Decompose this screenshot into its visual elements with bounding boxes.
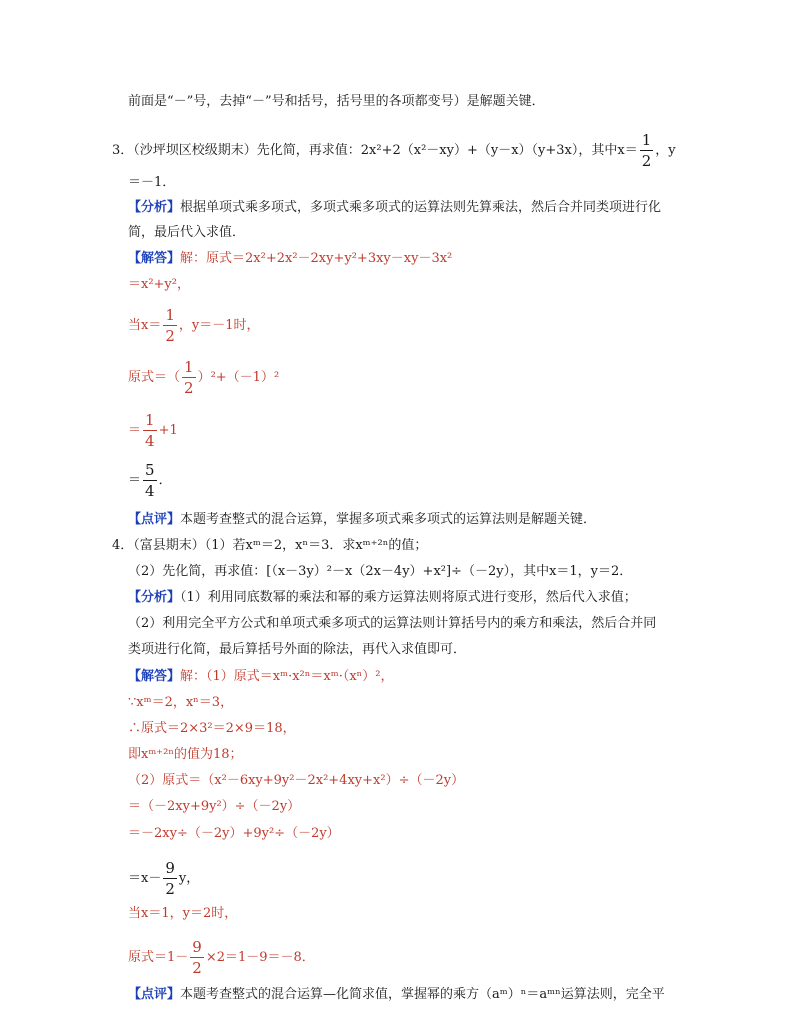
problem-4-answer-line: 原式＝1－ $\frac{9}{2}$ ×2＝1－9＝－8． [128, 938, 315, 977]
fraction: $\frac{9}{2}$ [165, 859, 175, 898]
problem-4-answer-line: ＝x－ $\frac{9}{2}$ y， [128, 859, 200, 898]
problem-4-answer-line: ＝（－2xy+9y²）÷（－2y） [128, 799, 301, 814]
problem-4-answer-line: 当x＝1，y＝2时， [128, 906, 238, 921]
problem-3-question: 3．（沙坪坝区校级期末）先化简，再求值：2x²+2（x²－xy）+（y－x）（y+3x），其中x＝ $\frac{1}{2}$ ，y [112, 131, 676, 170]
problem-3-question-cont: ＝－1． [128, 175, 176, 190]
answer-tag: 【解答】 [128, 669, 181, 684]
problem-4-answer-line: 即xᵐ⁺²ⁿ的值为18； [128, 747, 243, 762]
comment-tag: 【点评】 [128, 987, 181, 1002]
fraction: $\frac{9}{2}$ [192, 938, 202, 977]
problem-3-answer-line: ＝x²+y²， [128, 277, 190, 292]
fraction: $\frac{1}{2}$ [184, 358, 194, 397]
problem-4-analysis: 【分析】（1）利用同底数幂的乘法和幂的乘方运算法则将原式进行变形，然后代入求值； [128, 590, 637, 605]
problem-3-answer-line: 原式＝（ $\frac{1}{2}$ ）²+（－1）² [128, 358, 280, 397]
problem-4-answer-line: 【解答】解：（1）原式＝xᵐ·x²ⁿ＝xᵐ·（xⁿ）²， [128, 669, 394, 684]
problem-4-question-cont: （2）先化简，再求值：[（x－3y）²－x（2x－4y）+x²]÷（－2y），其中x＝1，y＝2． [128, 564, 633, 579]
problem-4-answer-line: ∵xᵐ＝2，xⁿ＝3， [128, 695, 234, 710]
comment-tag: 【点评】 [128, 512, 181, 527]
problem-4-analysis-cont: 类项进行化简，最后算括号外面的除法，再代入求值即可． [128, 642, 467, 657]
analysis-tag: 【分析】 [128, 590, 181, 605]
fraction: $\frac{1}{2}$ [641, 131, 652, 170]
fraction: $\frac{1}{2}$ [165, 306, 175, 345]
problem-4-question: 4．（富县期末）（1）若xᵐ＝2，xⁿ＝3．求xᵐ⁺²ⁿ的值； [112, 538, 428, 553]
problem-4-answer-line: ＝－2xy÷（－2y）+9y²÷（－2y） [128, 826, 340, 841]
problem-4-comment: 【点评】本题考查整式的混合运算—化简求值，掌握幂的乘方（aᵐ）ⁿ＝aᵐⁿ运算法则，完全平 [128, 987, 665, 1002]
problem-3-analysis-cont: 简，最后代入求值． [128, 225, 246, 240]
problem-3-answer-line: 【解答】解：原式＝2x²+2x²－2xy+y²+3xy－xy－3x² [128, 251, 453, 266]
problem-3-answer-line: ＝ $\frac{1}{4}$ +1 [128, 411, 178, 450]
intro-tail-line: 前面是“－”号，去掉“－”号和括号，括号里的各项都变号）是解题关键． [128, 94, 545, 109]
problem-3-analysis: 【分析】根据单项式乘多项式，多项式乘多项式的运算法则先算乘法，然后合并同类项进行化 [128, 200, 662, 215]
problem-4-analysis-cont: （2）利用完全平方公式和单项式乘多项式的运算法则计算括号内的乘方和乘法，然后合并同 [128, 616, 657, 631]
analysis-tag: 【分析】 [128, 200, 181, 215]
answer-tag: 【解答】 [128, 251, 181, 266]
fraction: $\frac{5}{4}$ [145, 461, 155, 500]
problem-3-answer-line: 当x＝ $\frac{1}{2}$ ，y＝－1时， [128, 306, 260, 345]
problem-3-answer-line: ＝ $\frac{5}{4}$ ． [128, 461, 172, 500]
problem-3-comment: 【点评】本题考查整式的混合运算，掌握多项式乘多项式的运算法则是解题关键． [128, 512, 597, 527]
fraction: $\frac{1}{4}$ [145, 411, 155, 450]
problem-4-answer-line: （2）原式＝（x²－6xy+9y²－2x²+4xy+x²）÷（－2y） [128, 773, 465, 788]
problem-4-answer-line: ∴原式＝2×3²＝2×9＝18， [128, 721, 296, 736]
